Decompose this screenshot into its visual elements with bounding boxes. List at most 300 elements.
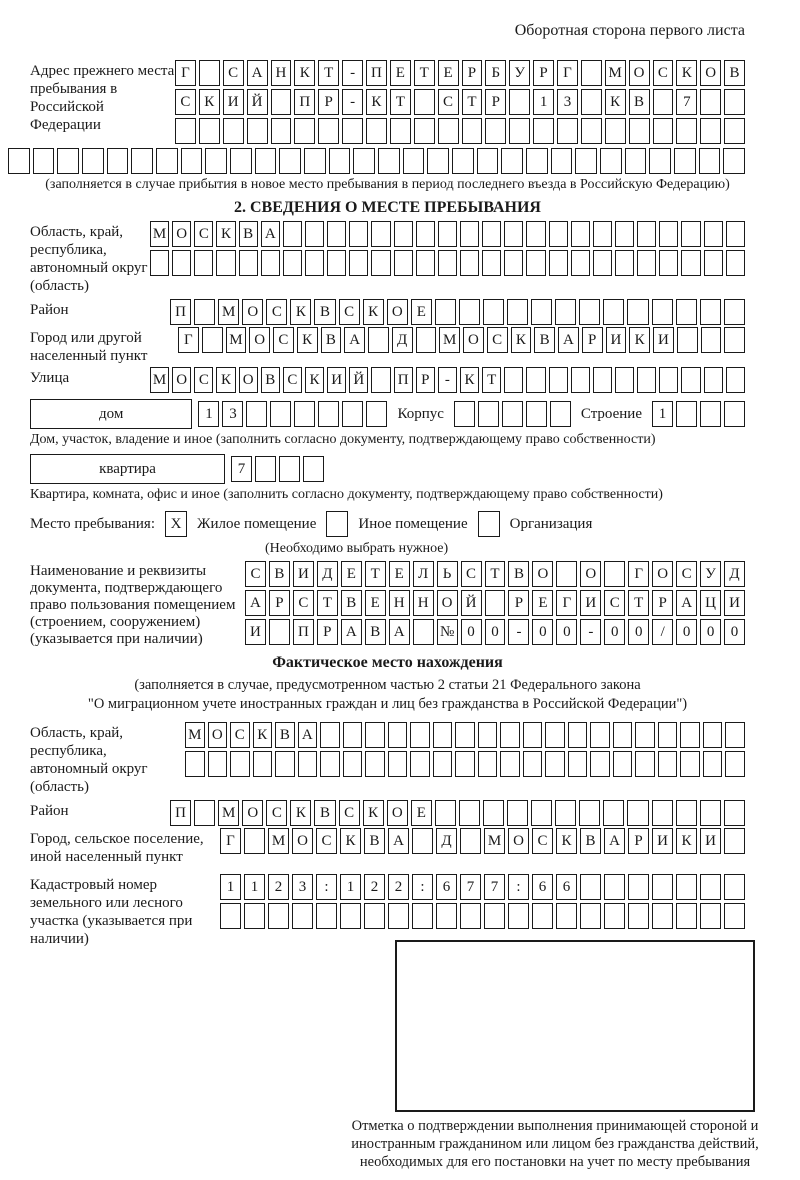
char-box[interactable]: [555, 299, 576, 325]
char-box[interactable]: [652, 299, 673, 325]
char-box[interactable]: [244, 828, 265, 854]
char-box[interactable]: С: [194, 367, 213, 393]
char-box[interactable]: И: [700, 828, 721, 854]
char-box[interactable]: М: [185, 722, 205, 748]
char-box[interactable]: [435, 299, 456, 325]
char-box[interactable]: [724, 828, 745, 854]
char-box[interactable]: /: [652, 619, 673, 645]
char-box[interactable]: К: [605, 89, 626, 115]
char-box[interactable]: [412, 903, 433, 929]
char-box[interactable]: [523, 751, 543, 777]
char-box[interactable]: [652, 903, 673, 929]
char-box[interactable]: Т: [318, 60, 339, 86]
char-box[interactable]: С: [438, 89, 459, 115]
char-box[interactable]: С: [461, 561, 482, 587]
char-box[interactable]: [557, 118, 578, 144]
char-box[interactable]: [652, 800, 673, 826]
char-box[interactable]: К: [676, 60, 697, 86]
char-box[interactable]: [483, 299, 504, 325]
char-box[interactable]: [433, 751, 453, 777]
char-box[interactable]: [581, 89, 602, 115]
char-box[interactable]: А: [261, 221, 280, 247]
char-box[interactable]: [353, 148, 375, 174]
char-box[interactable]: [343, 722, 363, 748]
char-box[interactable]: С: [283, 367, 302, 393]
char-box[interactable]: К: [290, 800, 311, 826]
char-box[interactable]: Р: [317, 619, 338, 645]
char-box[interactable]: [555, 800, 576, 826]
char-box[interactable]: О: [242, 800, 263, 826]
char-box[interactable]: К: [199, 89, 220, 115]
char-box[interactable]: [725, 722, 745, 748]
char-box[interactable]: [202, 327, 223, 353]
char-box[interactable]: Р: [318, 89, 339, 115]
char-box[interactable]: [455, 751, 475, 777]
char-box[interactable]: [172, 250, 191, 276]
char-box[interactable]: В: [275, 722, 295, 748]
char-box[interactable]: [394, 221, 413, 247]
char-box[interactable]: [680, 722, 700, 748]
char-box[interactable]: [653, 89, 674, 115]
char-box[interactable]: [175, 118, 196, 144]
char-box[interactable]: Т: [365, 561, 386, 587]
char-box[interactable]: 2: [364, 874, 385, 900]
char-box[interactable]: [502, 401, 523, 427]
char-box[interactable]: [427, 148, 449, 174]
char-box[interactable]: [413, 619, 434, 645]
char-box[interactable]: А: [676, 590, 697, 616]
char-box[interactable]: К: [305, 367, 324, 393]
char-box[interactable]: [726, 367, 745, 393]
char-box[interactable]: [410, 751, 430, 777]
char-box[interactable]: [700, 299, 721, 325]
char-box[interactable]: [579, 800, 600, 826]
char-box[interactable]: [246, 401, 267, 427]
char-box[interactable]: 6: [532, 874, 553, 900]
char-box[interactable]: [613, 722, 633, 748]
char-box[interactable]: [365, 751, 385, 777]
char-box[interactable]: [724, 800, 745, 826]
char-box[interactable]: И: [293, 561, 314, 587]
char-box[interactable]: В: [724, 60, 745, 86]
char-box[interactable]: Е: [390, 60, 411, 86]
char-box[interactable]: [438, 221, 457, 247]
char-box[interactable]: [579, 299, 600, 325]
char-box[interactable]: [549, 367, 568, 393]
char-box[interactable]: [365, 722, 385, 748]
char-box[interactable]: 0: [485, 619, 506, 645]
char-box[interactable]: А: [558, 327, 579, 353]
char-box[interactable]: [484, 903, 505, 929]
char-box[interactable]: [185, 751, 205, 777]
char-box[interactable]: [637, 250, 656, 276]
char-box[interactable]: Й: [461, 590, 482, 616]
char-box[interactable]: И: [653, 327, 674, 353]
char-box[interactable]: [659, 221, 678, 247]
char-box[interactable]: Е: [411, 800, 432, 826]
char-box[interactable]: [239, 250, 258, 276]
char-box[interactable]: П: [394, 367, 413, 393]
char-box[interactable]: [575, 148, 597, 174]
char-box[interactable]: [676, 903, 697, 929]
char-box[interactable]: П: [170, 299, 191, 325]
char-box[interactable]: К: [216, 367, 235, 393]
char-box[interactable]: [507, 299, 528, 325]
char-box[interactable]: Т: [390, 89, 411, 115]
char-box[interactable]: [649, 148, 671, 174]
char-box[interactable]: [438, 250, 457, 276]
char-box[interactable]: О: [242, 299, 263, 325]
char-box[interactable]: 6: [436, 874, 457, 900]
char-box[interactable]: [724, 401, 745, 427]
char-box[interactable]: [303, 456, 324, 482]
char-box[interactable]: [349, 250, 368, 276]
char-box[interactable]: 3: [222, 401, 243, 427]
char-box[interactable]: С: [245, 561, 266, 587]
char-box[interactable]: [652, 874, 673, 900]
char-box[interactable]: Т: [462, 89, 483, 115]
char-box[interactable]: [412, 828, 433, 854]
char-box[interactable]: [261, 250, 280, 276]
char-box[interactable]: С: [316, 828, 337, 854]
char-box[interactable]: [275, 751, 295, 777]
char-box[interactable]: [590, 722, 610, 748]
char-box[interactable]: [436, 903, 457, 929]
char-box[interactable]: [340, 903, 361, 929]
char-box[interactable]: Б: [485, 60, 506, 86]
char-box[interactable]: [327, 221, 346, 247]
char-box[interactable]: [605, 118, 626, 144]
char-box[interactable]: Й: [349, 367, 368, 393]
char-box[interactable]: [580, 874, 601, 900]
char-box[interactable]: 7: [460, 874, 481, 900]
char-box[interactable]: М: [605, 60, 626, 86]
char-box[interactable]: 0: [556, 619, 577, 645]
char-box[interactable]: [194, 250, 213, 276]
char-box[interactable]: И: [580, 590, 601, 616]
char-box[interactable]: 0: [676, 619, 697, 645]
char-box[interactable]: [416, 250, 435, 276]
char-box[interactable]: [438, 118, 459, 144]
char-box[interactable]: [676, 401, 697, 427]
char-box[interactable]: [131, 148, 153, 174]
char-box[interactable]: [247, 118, 268, 144]
char-box[interactable]: Е: [438, 60, 459, 86]
char-box[interactable]: С: [532, 828, 553, 854]
char-box[interactable]: [435, 800, 456, 826]
char-box[interactable]: [349, 221, 368, 247]
char-box[interactable]: [604, 903, 625, 929]
char-box[interactable]: [371, 250, 390, 276]
char-box[interactable]: [504, 250, 523, 276]
char-box[interactable]: Р: [533, 60, 554, 86]
char-box[interactable]: [580, 903, 601, 929]
char-box[interactable]: С: [273, 327, 294, 353]
char-box[interactable]: [704, 367, 723, 393]
char-box[interactable]: [279, 148, 301, 174]
char-box[interactable]: Ь: [437, 561, 458, 587]
char-box[interactable]: [364, 903, 385, 929]
char-box[interactable]: [253, 751, 273, 777]
char-box[interactable]: А: [341, 619, 362, 645]
char-box[interactable]: [604, 561, 625, 587]
char-box[interactable]: [700, 118, 721, 144]
char-box[interactable]: Д: [724, 561, 745, 587]
char-box[interactable]: [590, 751, 610, 777]
char-box[interactable]: -: [580, 619, 601, 645]
char-box[interactable]: И: [652, 828, 673, 854]
apartment-box-label[interactable]: квартира: [30, 454, 225, 484]
char-box[interactable]: Й: [247, 89, 268, 115]
char-box[interactable]: О: [208, 722, 228, 748]
char-box[interactable]: [327, 250, 346, 276]
char-box[interactable]: :: [316, 874, 337, 900]
char-box[interactable]: П: [366, 60, 387, 86]
char-box[interactable]: [478, 401, 499, 427]
char-box[interactable]: [603, 299, 624, 325]
char-box[interactable]: [549, 250, 568, 276]
char-box[interactable]: [388, 751, 408, 777]
char-box[interactable]: [703, 722, 723, 748]
char-box[interactable]: 0: [604, 619, 625, 645]
char-box[interactable]: [477, 148, 499, 174]
char-box[interactable]: [292, 903, 313, 929]
checkbox-organization[interactable]: [478, 511, 500, 537]
char-box[interactable]: Г: [175, 60, 196, 86]
char-box[interactable]: [704, 250, 723, 276]
char-box[interactable]: О: [387, 299, 408, 325]
char-box[interactable]: [305, 221, 324, 247]
char-box[interactable]: 0: [628, 619, 649, 645]
char-box[interactable]: [403, 148, 425, 174]
char-box[interactable]: [600, 148, 622, 174]
char-box[interactable]: В: [629, 89, 650, 115]
char-box[interactable]: [57, 148, 79, 174]
char-box[interactable]: 7: [676, 89, 697, 115]
char-box[interactable]: О: [580, 561, 601, 587]
char-box[interactable]: К: [216, 221, 235, 247]
char-box[interactable]: [677, 327, 698, 353]
char-box[interactable]: [244, 903, 265, 929]
char-box[interactable]: С: [266, 800, 287, 826]
char-box[interactable]: [452, 148, 474, 174]
char-box[interactable]: [283, 221, 302, 247]
char-box[interactable]: [501, 148, 523, 174]
char-box[interactable]: [568, 722, 588, 748]
char-box[interactable]: О: [652, 561, 673, 587]
char-box[interactable]: М: [484, 828, 505, 854]
char-box[interactable]: [208, 751, 228, 777]
char-box[interactable]: [416, 221, 435, 247]
char-box[interactable]: А: [247, 60, 268, 86]
char-box[interactable]: [615, 221, 634, 247]
char-box[interactable]: [700, 800, 721, 826]
char-box[interactable]: 1: [652, 401, 673, 427]
char-box[interactable]: А: [604, 828, 625, 854]
char-box[interactable]: Н: [413, 590, 434, 616]
char-box[interactable]: [271, 118, 292, 144]
char-box[interactable]: [659, 250, 678, 276]
char-box[interactable]: [320, 751, 340, 777]
char-box[interactable]: -: [342, 60, 363, 86]
char-box[interactable]: И: [245, 619, 266, 645]
char-box[interactable]: А: [344, 327, 365, 353]
char-box[interactable]: [637, 221, 656, 247]
char-box[interactable]: -: [508, 619, 529, 645]
char-box[interactable]: О: [239, 367, 258, 393]
char-box[interactable]: И: [223, 89, 244, 115]
char-box[interactable]: [635, 751, 655, 777]
char-box[interactable]: [223, 118, 244, 144]
char-box[interactable]: [460, 250, 479, 276]
char-box[interactable]: [613, 751, 633, 777]
char-box[interactable]: [681, 367, 700, 393]
char-box[interactable]: [255, 148, 277, 174]
char-box[interactable]: [526, 148, 548, 174]
char-box[interactable]: 1: [533, 89, 554, 115]
char-box[interactable]: К: [460, 367, 479, 393]
char-box[interactable]: -: [438, 367, 457, 393]
char-box[interactable]: В: [365, 619, 386, 645]
char-box[interactable]: [545, 751, 565, 777]
char-box[interactable]: В: [261, 367, 280, 393]
char-box[interactable]: [8, 148, 30, 174]
char-box[interactable]: О: [463, 327, 484, 353]
char-box[interactable]: О: [532, 561, 553, 587]
char-box[interactable]: [526, 250, 545, 276]
char-box[interactable]: К: [366, 89, 387, 115]
char-box[interactable]: [294, 401, 315, 427]
char-box[interactable]: Р: [628, 828, 649, 854]
char-box[interactable]: [269, 619, 290, 645]
char-box[interactable]: С: [487, 327, 508, 353]
char-box[interactable]: [368, 327, 389, 353]
char-box[interactable]: [271, 89, 292, 115]
char-box[interactable]: 2: [388, 874, 409, 900]
char-box[interactable]: [230, 148, 252, 174]
char-box[interactable]: 0: [724, 619, 745, 645]
char-box[interactable]: [724, 118, 745, 144]
char-box[interactable]: [508, 903, 529, 929]
char-box[interactable]: О: [292, 828, 313, 854]
char-box[interactable]: 3: [292, 874, 313, 900]
char-box[interactable]: [625, 148, 647, 174]
char-box[interactable]: [181, 148, 203, 174]
char-box[interactable]: К: [253, 722, 273, 748]
char-box[interactable]: [230, 751, 250, 777]
char-box[interactable]: К: [290, 299, 311, 325]
char-box[interactable]: Р: [582, 327, 603, 353]
char-box[interactable]: С: [339, 299, 360, 325]
char-box[interactable]: [433, 722, 453, 748]
char-box[interactable]: [460, 903, 481, 929]
char-box[interactable]: П: [170, 800, 191, 826]
char-box[interactable]: 1: [220, 874, 241, 900]
char-box[interactable]: [482, 221, 501, 247]
char-box[interactable]: [329, 148, 351, 174]
char-box[interactable]: [305, 250, 324, 276]
char-box[interactable]: И: [724, 590, 745, 616]
char-box[interactable]: [676, 118, 697, 144]
char-box[interactable]: [194, 299, 215, 325]
char-box[interactable]: Р: [485, 89, 506, 115]
char-box[interactable]: [627, 800, 648, 826]
char-box[interactable]: С: [604, 590, 625, 616]
char-box[interactable]: Т: [628, 590, 649, 616]
char-box[interactable]: В: [321, 327, 342, 353]
char-box[interactable]: [593, 367, 612, 393]
char-box[interactable]: В: [364, 828, 385, 854]
char-box[interactable]: 7: [484, 874, 505, 900]
char-box[interactable]: [318, 118, 339, 144]
char-box[interactable]: [653, 118, 674, 144]
char-box[interactable]: [366, 118, 387, 144]
char-box[interactable]: [343, 751, 363, 777]
char-box[interactable]: Л: [413, 561, 434, 587]
char-box[interactable]: [388, 722, 408, 748]
char-box[interactable]: [532, 903, 553, 929]
char-box[interactable]: В: [534, 327, 555, 353]
char-box[interactable]: [726, 250, 745, 276]
char-box[interactable]: [294, 118, 315, 144]
char-box[interactable]: -: [342, 89, 363, 115]
char-box[interactable]: [378, 148, 400, 174]
char-box[interactable]: [199, 60, 220, 86]
char-box[interactable]: [674, 148, 696, 174]
char-box[interactable]: М: [218, 800, 239, 826]
char-box[interactable]: 3: [557, 89, 578, 115]
char-box[interactable]: Е: [532, 590, 553, 616]
char-box[interactable]: К: [294, 60, 315, 86]
char-box[interactable]: [304, 148, 326, 174]
char-box[interactable]: [571, 367, 590, 393]
char-box[interactable]: [581, 118, 602, 144]
char-box[interactable]: С: [230, 722, 250, 748]
house-box-label[interactable]: дом: [30, 399, 192, 429]
char-box[interactable]: [658, 722, 678, 748]
char-box[interactable]: [704, 221, 723, 247]
char-box[interactable]: [556, 903, 577, 929]
char-box[interactable]: [390, 118, 411, 144]
char-box[interactable]: М: [268, 828, 289, 854]
char-box[interactable]: Г: [557, 60, 578, 86]
char-box[interactable]: К: [676, 828, 697, 854]
char-box[interactable]: [459, 299, 480, 325]
char-box[interactable]: [593, 250, 612, 276]
char-box[interactable]: [394, 250, 413, 276]
char-box[interactable]: [724, 299, 745, 325]
char-box[interactable]: [526, 401, 547, 427]
char-box[interactable]: [627, 299, 648, 325]
char-box[interactable]: [316, 903, 337, 929]
char-box[interactable]: Г: [178, 327, 199, 353]
char-box[interactable]: [462, 118, 483, 144]
char-box[interactable]: [676, 800, 697, 826]
char-box[interactable]: [726, 221, 745, 247]
char-box[interactable]: [629, 118, 650, 144]
char-box[interactable]: [659, 367, 678, 393]
char-box[interactable]: Н: [389, 590, 410, 616]
char-box[interactable]: [156, 148, 178, 174]
char-box[interactable]: Р: [462, 60, 483, 86]
char-box[interactable]: А: [298, 722, 318, 748]
char-box[interactable]: [700, 903, 721, 929]
char-box[interactable]: [279, 456, 300, 482]
char-box[interactable]: [416, 327, 437, 353]
char-box[interactable]: [509, 89, 530, 115]
char-box[interactable]: Г: [220, 828, 241, 854]
char-box[interactable]: [371, 221, 390, 247]
